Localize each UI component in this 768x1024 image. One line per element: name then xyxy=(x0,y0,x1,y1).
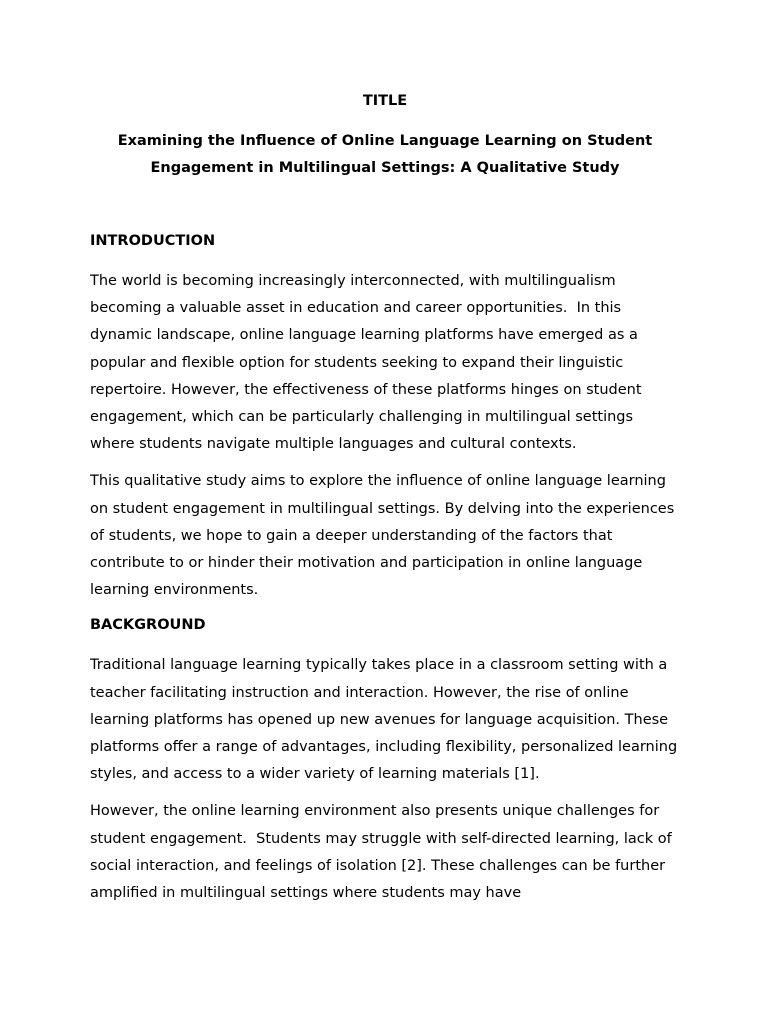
document-title: Examining the Influence of Online Language Learning on Student Engagement in Multilingual Settings: A Qualitative Study xyxy=(117,133,653,176)
paragraph: This qualitative study aims to explore the influence of online language learning on student engagement in multilingual settings. By delving into the experiences of students, we hope to gain a deeper understanding of the factors that contribute to or hinder their motivation and participation in online language learning environments. xyxy=(90,473,679,599)
section-heading: BACKGROUND xyxy=(90,617,206,634)
section-heading: INTRODUCTION xyxy=(90,233,216,249)
section-background xyxy=(90,614,680,907)
paragraph: Traditional language learning typically takes place in a classroom setting with a teacher facilitating instruction and interaction. However, the rise of online learning platforms has opened up new avenues for language acquisition. These platforms offer a range of advantages, including flexibility, personalized learning styles, and access to a wider variety of learning materials [1]. xyxy=(90,657,682,783)
paragraph: However, the online learning environment also presents unique challenges for student engagement. Students may struggle with self-directed learning, lack of social interaction, and feelings of isolation [2]. These challenges can be further amplified in multilingual settings where students may have xyxy=(90,803,677,902)
document-label: TITLE xyxy=(362,93,408,109)
section-introduction xyxy=(90,230,680,604)
paragraph: The world is becoming increasingly interconnected, with multilingualism becoming a valuable asset in education and career opportunities. In this dynamic landscape, online language learning platforms have emerged as a popular and flexible option for students seeking to expand their linguistic repertoire. However, the effectiveness of these platforms hinges on student engagement, which can be particularly challenging in multilingual settings where students navigate multiple languages and cultural contexts. xyxy=(90,273,647,453)
document-page xyxy=(90,90,680,917)
